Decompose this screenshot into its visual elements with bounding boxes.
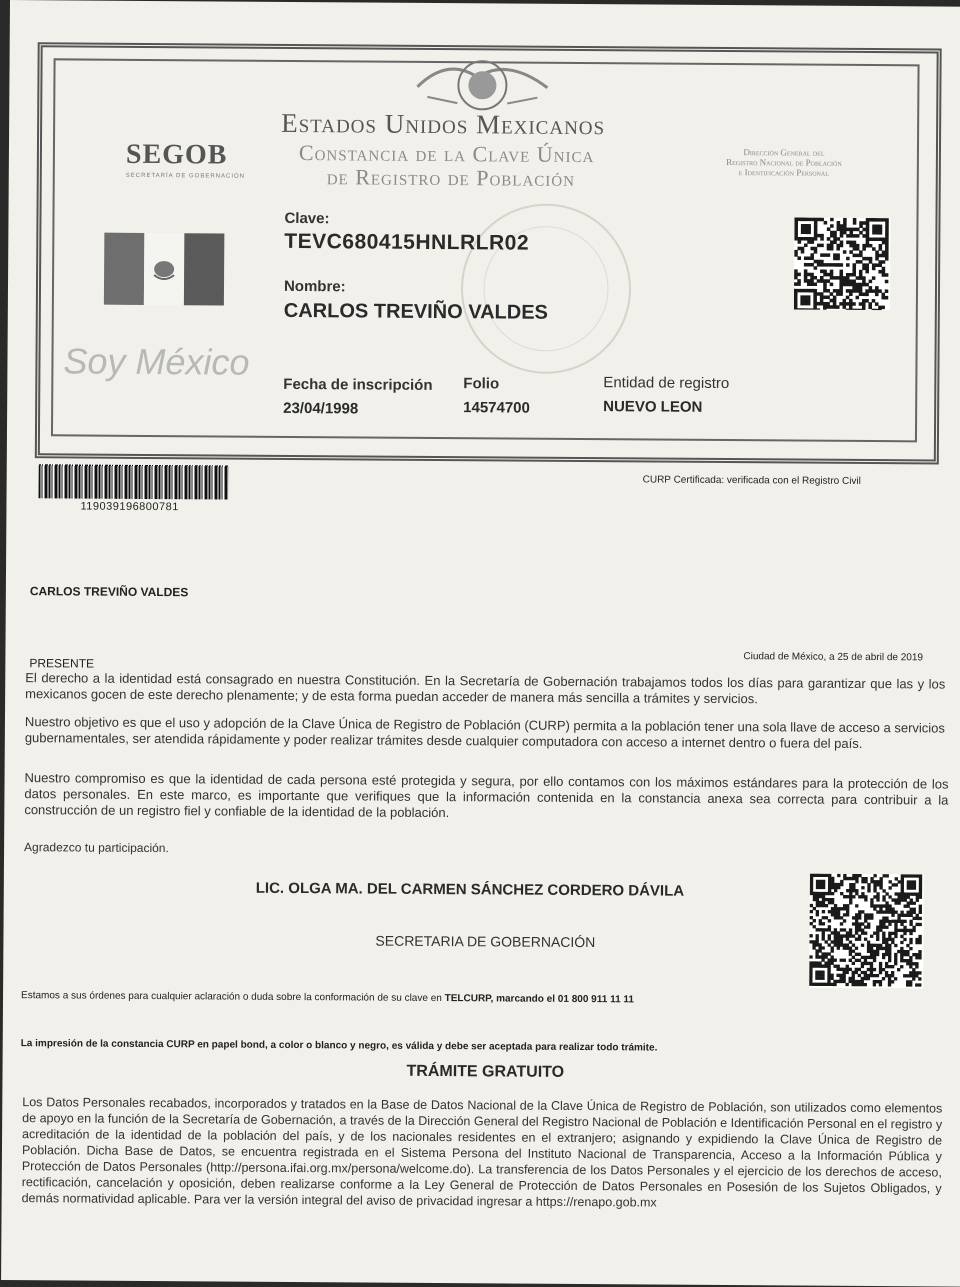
nombre-label: Nombre: (283, 277, 346, 296)
impresion-note: La impresión de la constancia CURP en papel bond, a color o blanco y negro, es válida y debe ser aceptada para realizar todo trámite. (20, 1038, 658, 1054)
signature-qr-icon (809, 874, 924, 989)
tramite-gratuito: TRÁMITE GRATUITO (406, 1062, 565, 1081)
soy-mexico-watermark: Soy México (63, 340, 250, 383)
direccion-line2: Registro Nacional de Población (726, 157, 842, 168)
country-title: Estados Unidos Mexicanos (281, 107, 606, 141)
entidad-label: Entidad de registro (603, 374, 730, 393)
direccion-line1: Dirección General del (743, 147, 825, 158)
qr-code-icon (794, 217, 891, 310)
barcode-icon (39, 464, 229, 499)
paragraph-3: Nuestro compromiso es que la identidad de cada persona esté protegida y segura, por ello contamos con los máximos estándares para la protección de los datos personales. En este marco, es importante que verifiques que la información contenida en la constancia anexa sea correcta para contribuir a la construcción de un registro fiel y confiable de la identidad de la población. (24, 770, 949, 821)
flag-red-band (184, 233, 225, 305)
folio-label: Folio (463, 375, 500, 393)
document-title-line1: Constancia de la Clave Única (298, 140, 595, 168)
paragraph-2: Nuestro objetivo es que el uso y adopción de la Clave Única de Registro de Población (CURP) permita a la población tener una sola llave de acceso a servicios gubernamentales, ser atendida rápidamente y poder realizar trámites desde cualquier computadora con acceso a internet dentro o fuera del país. (24, 714, 945, 751)
contact-text: Estamos a sus órdenes para cualquier aclaración o duda sobre la conformación de su clave en (21, 990, 445, 1005)
document-title-line2: de Registro de Población (326, 164, 576, 191)
segob-logo: SEGOB (125, 138, 228, 171)
flag-eagle-icon (150, 253, 178, 283)
presente-label: PRESENTE (29, 656, 95, 671)
thanks-line: Agradezco tu participación. (24, 840, 169, 856)
signer-name: LIC. OLGA MA. DEL CARMEN SÁNCHEZ CORDERO DÁVILA (255, 879, 685, 900)
curp-document (1, 0, 960, 1287)
fecha-value: 23/04/1998 (283, 399, 359, 418)
clave-value: TEVC680415HNLRLR02 (284, 229, 530, 255)
contact-line (21, 990, 821, 1007)
direccion-general (689, 147, 879, 178)
nombre-value: CARLOS TREVIÑO VALDES (283, 299, 549, 324)
entidad-value: NUEVO LEON (603, 398, 703, 416)
clave-label: Clave: (284, 209, 330, 228)
flag-green-band (104, 233, 145, 305)
coat-of-arms-icon (407, 47, 557, 118)
fecha-label: Fecha de inscripción (283, 375, 433, 394)
segob-subtitle: SECRETARÍA DE GOBERNACIÓN (125, 172, 246, 180)
recipient-name: CARLOS TREVIÑO VALDES (29, 584, 189, 600)
paragraph-1: El derecho a la identidad está consagrado en nuestra Constitución. En la Secretaría de Gobernación trabajamos todos los días para garantizar que las y los mexicanos gocen de este derecho plenamente; y de esta forma puedan acceder de manera más sencilla a trámites y servicios. (25, 670, 946, 707)
privacy-notice: Los Datos Personales recabados, incorporados y tratados en la Base de Datos Nacional de la Clave Única de Registro de Población, son utilizados como elementos de apoyo en la función de la Secretaría de Gobernación, a través de la Dirección General del Registro Nacional de Población e Identificación Personal en el registro y acreditación de la identidad de la población del país, y de los nacionales residentes en el extranjero; asignando y expidiendo la Clave Única de Registro de Población. Dicha Base de Datos, se encuentra registrada en el Sistema Persona del Instituto Nacional de Transparencia, Acceso a la Información Pública y Protección de Datos Personales (http://persona.ifai.org.mx/persona/welcome.do). La transferencia de los Datos Personales y el ejercicio de los derechos de acceso, rectificación, cancelación y oposición, deben realizarse conforme a la Ley General de Protección de Datos Personales en Posesión de los Sujetos Obligados, y demás normatividad aplicable. Para ver la versión integral del aviso de privacidad ingresar a https://renapo.gob.mx (21, 1095, 943, 1210)
signer-title: SECRETARIA DE GOBERNACIÓN (375, 932, 596, 951)
seal-watermark-icon (455, 193, 636, 384)
direccion-line3: e Identificación Personal (738, 167, 829, 178)
telcurp-number: TELCURP, marcando el 01 800 911 11 11 (444, 993, 635, 1006)
barcode-number: 119039196800781 (80, 500, 179, 514)
letter-date: Ciudad de México, a 25 de abril de 2019 (743, 651, 924, 664)
folio-value: 14574700 (463, 399, 530, 417)
certificada-note: CURP Certificada: verificada con el Registro Civil (642, 474, 861, 487)
